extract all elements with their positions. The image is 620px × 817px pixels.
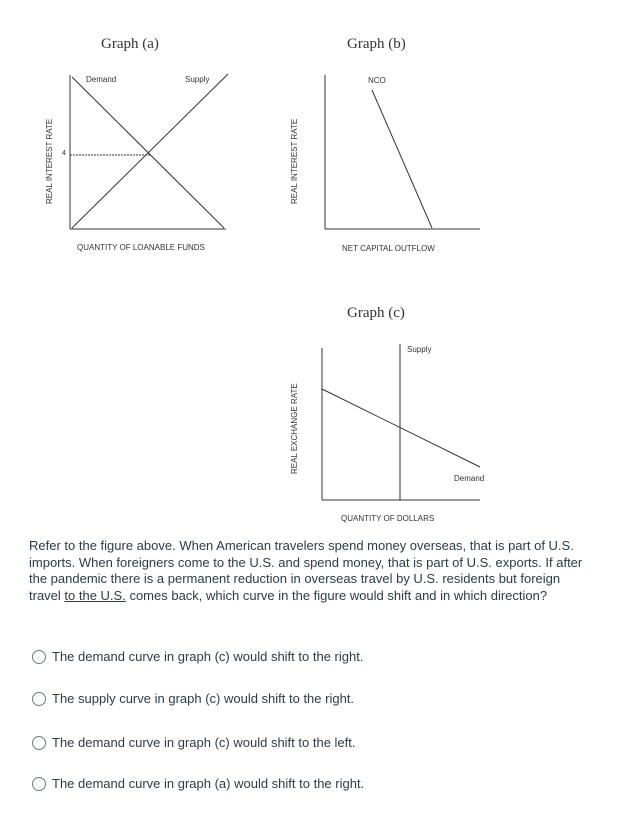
answer-option-label: The demand curve in graph (a) would shift to the right. (52, 776, 365, 791)
graph-b-x-axis-label: NET CAPITAL OUTFLOW (342, 244, 435, 253)
graph-c-demand-curve (322, 389, 480, 467)
radio-button[interactable] (32, 736, 46, 750)
graph-a-x-axis-label: QUANTITY OF LOANABLE FUNDS (77, 243, 205, 252)
graph-b-nco-curve (372, 90, 432, 228)
graph-c-y-axis-label: REAL EXCHANGE RATE (290, 383, 299, 474)
graph-a-supply-curve (72, 74, 228, 228)
graph-a-title: Graph (a) (101, 36, 159, 52)
graph-a-demand-label: Demand (86, 75, 117, 84)
graph-b-title: Graph (b) (347, 36, 406, 52)
answer-option-label: The demand curve in graph (c) would shift to the right. (52, 649, 364, 664)
graph-a-y-axis-label: REAL INTEREST RATE (45, 118, 54, 204)
radio-button[interactable] (32, 777, 46, 791)
answer-option-2[interactable] (32, 691, 354, 706)
question-text-after: comes back, which curve in the figure would shift and in which direction? (125, 587, 548, 603)
answer-option-1[interactable] (32, 649, 363, 664)
graph-a-rate-tick: 4 (62, 150, 66, 157)
graph-c-x-axis-label: QUANTITY OF DOLLARS (341, 514, 435, 523)
question-underlined: to the U.S. (64, 587, 126, 603)
question-text-before: Refer to the figure above. When American travelers spend money overseas, that is part of U.S. imports. When foreigners come to the U.S. and spend money, that is part of U.S. exports. If after the pandemic there is a permanent reduction in overseas travel by U.S. residents but foreign travel (29, 538, 583, 603)
answer-option-label: The demand curve in graph (c) would shift to the left. (52, 735, 356, 750)
question-text (29, 538, 589, 604)
radio-button[interactable] (32, 650, 46, 664)
answer-option-label: The supply curve in graph (c) would shift to the right. (52, 691, 355, 706)
graph-c-demand-label: Demand (454, 474, 485, 483)
answer-option-3[interactable] (32, 735, 356, 750)
radio-button[interactable] (32, 692, 46, 706)
graph-c-supply-label: Supply (407, 345, 432, 354)
graph-a-supply-label: Supply (185, 75, 210, 84)
graph-b-y-axis-label: REAL INTEREST RATE (290, 118, 299, 204)
graph-b-nco-label: NCO (368, 76, 386, 85)
graph-c-title: Graph (c) (347, 305, 405, 321)
answer-option-4[interactable] (32, 776, 364, 791)
